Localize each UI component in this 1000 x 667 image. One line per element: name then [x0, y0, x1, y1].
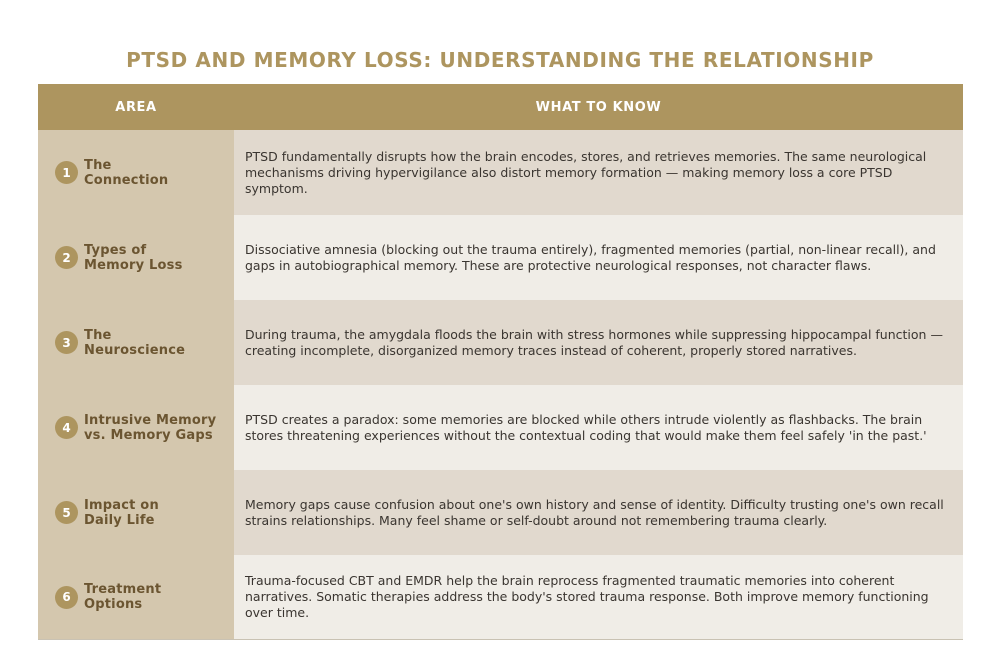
area-label: Impact on Daily Life — [84, 497, 159, 528]
number-badge: 6 — [55, 586, 78, 609]
area-cell — [38, 300, 234, 385]
area-label: Intrusive Memory vs. Memory Gaps — [84, 412, 217, 443]
area-label: Treatment Options — [84, 582, 162, 612]
description-cell: PTSD fundamentally disrupts how the brain encodes, stores, and retrieves memories. The same neurological mechanisms driving hypervigilance also distort memory formation — making memory loss a core PTSD symptom. — [234, 130, 963, 215]
area-label: The Connection — [84, 157, 169, 188]
area-label: Types of Memory Loss — [84, 242, 183, 273]
description-cell: PTSD creates a paradox: some memories are blocked while others intrude violently as flashbacks. The brain stores threatening experiences without the contextual coding that would make them feel safely 'in the past.' — [234, 385, 963, 470]
description-cell: Trauma-focused CBT and EMDR help the brain reprocess fragmented traumatic memories into coherent narratives. Somatic therapies address the body's stored trauma response. Both improve memory functioning over time. — [234, 555, 963, 639]
number-badge: 4 — [55, 416, 78, 439]
number-badge: 3 — [55, 331, 78, 354]
description-cell: During trauma, the amygdala floods the brain with stress hormones while suppressing hippocampal function — creating incomplete, disorganized memory traces instead of coherent, properly stored narratives. — [234, 300, 963, 385]
column-header-what-to-know: WHAT TO KNOW — [535, 99, 662, 115]
table-row — [38, 215, 963, 300]
table-row — [38, 470, 963, 555]
area-cell — [38, 470, 234, 555]
area-cell — [38, 215, 234, 300]
page-title: PTSD AND MEMORY LOSS: UNDERSTANDING THE RELATIONSHIP — [126, 48, 874, 72]
number-badge: 1 — [55, 161, 78, 184]
description-cell: Dissociative amnesia (blocking out the trauma entirely), fragmented memories (partial, non-linear recall), and gaps in autobiographical memory. These are protective neurological responses, not character flaws. — [234, 215, 963, 300]
table-row — [38, 130, 963, 215]
area-cell — [38, 130, 234, 215]
table-header — [38, 84, 963, 130]
number-badge: 2 — [55, 246, 78, 269]
table-row — [38, 555, 963, 639]
area-cell — [38, 555, 234, 639]
column-header-area: AREA — [115, 99, 157, 115]
table-row — [38, 300, 963, 385]
area-label: The Neuroscience — [84, 327, 186, 358]
info-table — [38, 84, 963, 640]
number-badge: 5 — [55, 501, 78, 524]
description-cell: Memory gaps cause confusion about one's own history and sense of identity. Difficulty trusting one's own recall strains relationships. Many feel shame or self-doubt around not remembering trauma clearly. — [234, 470, 963, 555]
area-cell — [38, 385, 234, 470]
table-row — [38, 385, 963, 470]
